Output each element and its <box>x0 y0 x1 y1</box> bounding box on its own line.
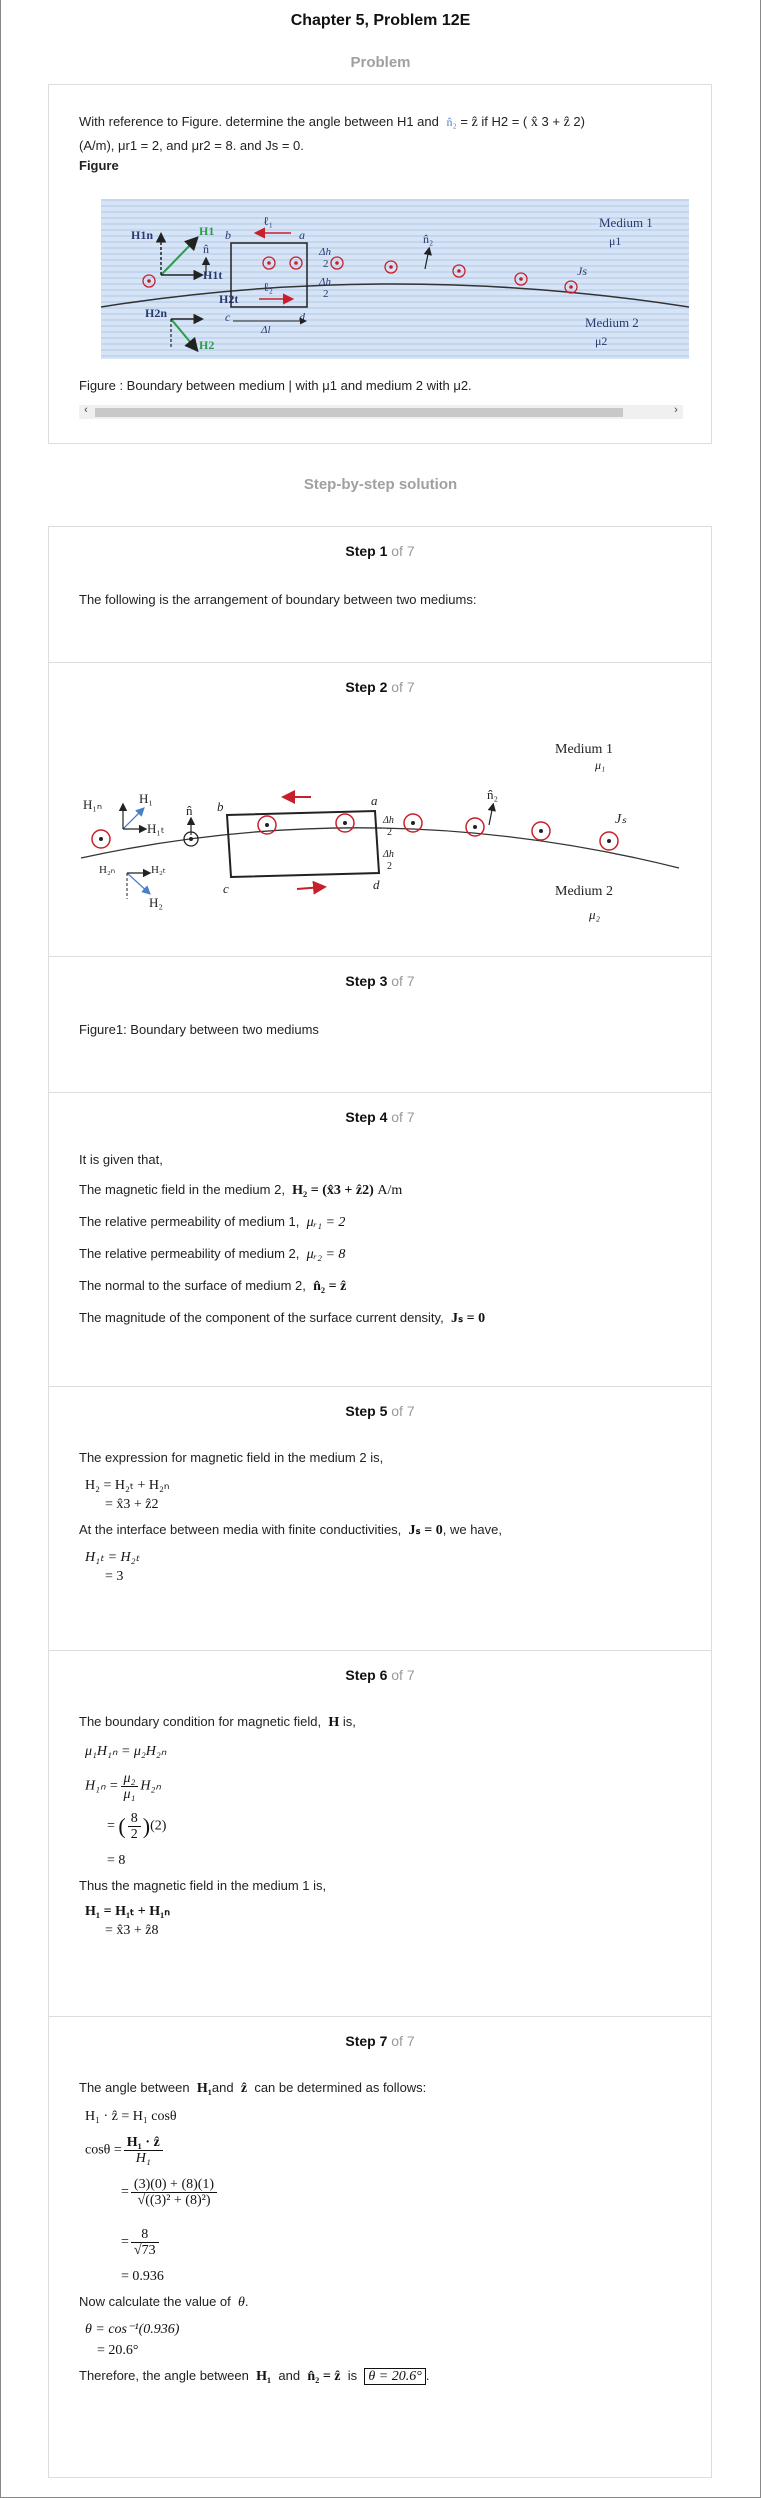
step-6-eq6: = x̂3 + ẑ8 <box>105 1923 159 1938</box>
fig1-H1: H1 <box>199 224 215 238</box>
horizontal-scrollbar[interactable] <box>79 405 683 419</box>
fig2-a: a <box>371 793 378 808</box>
step-7-therefore: Therefore, the angle between H₁ and n̂₂ = ẑ is θ = 20.6° . <box>79 2368 430 2384</box>
step-7-eq4: = $\frac{8}{√73}$ <box>121 2227 161 2258</box>
figure-caption: Figure : Boundary between medium | with μ1 and medium 2 with μ2. <box>79 378 472 393</box>
fig1-dl: Δl <box>261 324 271 336</box>
step-7-intro: The angle between H₁and ẑ can be determined as follows: <box>79 2080 427 2096</box>
fig1-two2: 2 <box>323 288 329 300</box>
fig2-n: n̂ <box>186 803 193 818</box>
step-6-thus: Thus the magnetic field in the medium 1 is, <box>79 1878 327 1893</box>
step-4-line-4: The normal to the surface of medium 2, n̂₂ = ẑ <box>79 1278 347 1294</box>
fig2-n2: n̂₂ <box>487 787 499 802</box>
step-4-line-2: The relative permeability of medium 1, μᵣ₁ = 2 <box>79 1214 346 1230</box>
step-6-intro: The boundary condition for magnetic field, H is, <box>79 1714 356 1730</box>
step-1-header: Step 1 of 7 <box>345 543 415 559</box>
fig1-n2: n̂₂ <box>423 232 434 246</box>
step-5 <box>48 1386 712 1650</box>
fig2-dh2: Δh <box>383 849 394 860</box>
step-6-eq1: μ₁H₁ₙ = μ₂H₂ₙ <box>85 1744 167 1759</box>
problem-heading: Problem <box>350 54 411 71</box>
scroll-right-icon[interactable]: › <box>674 404 678 416</box>
fig2-H2n: H₂ₙ <box>99 864 116 876</box>
step-2-header: Step 2 of 7 <box>345 679 415 695</box>
page-title: Chapter 5, Problem 12E <box>290 12 471 29</box>
fig2-c: c <box>223 881 229 896</box>
step-5-eq3: H₁ₜ = H₂ₜ <box>85 1550 140 1565</box>
fig1-n: n̂ <box>203 242 209 256</box>
problem-figure <box>101 199 689 359</box>
step-6-eq4: = 8 <box>107 1853 126 1868</box>
step-5-eq4: = 3 <box>105 1569 124 1584</box>
fig1-H2t: H2t <box>219 292 239 306</box>
fig1-H2n: H2n <box>145 306 168 320</box>
fig1-b: b <box>225 228 231 242</box>
fig1-d: d <box>299 310 305 324</box>
fig2-H1t: H₁ₜ <box>147 821 165 836</box>
step-3-text: Figure1: Boundary between two mediums <box>79 1022 319 1037</box>
fig2-b: b <box>217 799 224 814</box>
step-1-text: The following is the arrangement of boundary between two mediums: <box>79 592 477 607</box>
final-answer: θ = 20.6° <box>364 2368 425 2385</box>
step-2-figure <box>79 723 689 943</box>
step-5-header: Step 5 of 7 <box>345 1403 415 1419</box>
fig1-H2: H2 <box>199 338 215 352</box>
scrollbar-thumb[interactable] <box>95 408 623 417</box>
fig1-a: a <box>299 228 305 242</box>
fig2-two1: 2 <box>387 827 392 838</box>
fig2-medium1: Medium 1 <box>555 742 613 757</box>
step-4-header: Step 4 of 7 <box>345 1109 415 1125</box>
fig2-Js: Jₛ <box>615 812 627 827</box>
fig1-medium2: Medium 2 <box>585 315 639 330</box>
problem-text-line1: With reference to Figure. determine the angle between H1 and n̂₂ = ẑ if H2 = ( x̂ 3 + ẑ 2) <box>79 114 585 130</box>
step-4-line-1: The magnetic field in the medium 2, H₂ = (x̂3 + ẑ2) A/m <box>79 1182 403 1198</box>
fig1-Js: Js <box>577 264 587 278</box>
fig2-H1n: H₁ₙ <box>83 797 103 812</box>
fig1-dh1: Δh <box>319 246 331 258</box>
fig2-mu1: μ₁ <box>595 758 606 772</box>
scroll-left-icon[interactable]: ‹ <box>84 404 88 416</box>
step-6-header: Step 6 of 7 <box>345 1667 415 1683</box>
step-6 <box>48 1650 712 2016</box>
fig1-dh2: Δh <box>319 276 331 288</box>
step-7-eq3: = $\frac{(3)(0) + (8)(1)}{\text{√((3)² + (8)²)}}$ <box>121 2177 219 2208</box>
fig1-H1n: H1n <box>131 228 154 242</box>
step-4-line-3: The relative permeability of medium 2, μᵣ₂ = 8 <box>79 1246 346 1262</box>
step-1 <box>48 526 712 662</box>
fig2-medium2: Medium 2 <box>555 884 613 899</box>
fig2-dh1: Δh <box>383 815 394 826</box>
step-5-eq1: H₂ = H₂ₜ + H₂ₙ <box>85 1478 170 1493</box>
step-7-eq6: θ = cos⁻¹(0.936) <box>85 2322 180 2337</box>
figure-label: Figure <box>79 158 119 173</box>
step-5-eq2: = x̂3 + ẑ2 <box>105 1497 159 1512</box>
fig2-H2t: H₂ₜ <box>151 864 167 876</box>
step-6-eq3: = ( $\frac{8}{2}$ )(2) <box>107 1811 167 1842</box>
fig2-two2: 2 <box>387 861 392 872</box>
fig2-d: d <box>373 877 380 892</box>
step-6-eq2: H₁ₙ = $\frac{\text{μ₂}}{\text{μ₁}}$ H₂ₙ <box>85 1771 161 1802</box>
step-4 <box>48 1092 712 1386</box>
step-4-line-0: It is given that, <box>79 1152 163 1167</box>
step-7-header: Step 7 of 7 <box>345 2033 415 2049</box>
fig1-H1t: H1t <box>203 268 223 282</box>
step-2 <box>48 662 712 956</box>
fig1-c: c <box>225 310 231 324</box>
step-7-calc: Now calculate the value of θ. <box>79 2294 249 2310</box>
fig2-H2: H₂ <box>149 895 163 910</box>
fig1-mu2: μ2 <box>595 334 608 348</box>
step-7-eq7: = 20.6° <box>97 2343 139 2358</box>
step-6-eq5: H₁ = H₁ₜ + H₁ₙ <box>85 1904 170 1919</box>
problem-card <box>48 84 712 444</box>
step-3-header: Step 3 of 7 <box>345 973 415 989</box>
step-4-line-5: The magnitude of the component of the surface current density, Jₛ = 0 <box>79 1310 486 1326</box>
fig2-H1: H₁ <box>139 791 153 806</box>
step-5-interface: At the interface between media with finite conductivities, Jₛ = 0, we have, <box>79 1522 502 1538</box>
fig1-mu1: μ1 <box>609 234 622 248</box>
step-7-eq2: cosθ = $\frac{\text{H₁ · ẑ}}{\text{H₁}}$ <box>85 2135 165 2166</box>
solution-heading: Step-by-step solution <box>303 476 458 493</box>
step-5-intro: The expression for magnetic field in the medium 2 is, <box>79 1450 384 1465</box>
fig1-l1: ℓ₁ <box>263 214 273 228</box>
fig2-mu2: μ₂ <box>589 907 601 922</box>
fig1-two1: 2 <box>323 258 329 270</box>
step-7 <box>48 2016 712 2478</box>
fig1-medium1: Medium 1 <box>599 215 653 230</box>
problem-text-line2: (A/m), μr1 = 2, and μr2 = 8. and Js = 0. <box>79 138 304 153</box>
step-3 <box>48 956 712 1092</box>
step-7-eq1: H₁ · ẑ = H₁ cosθ <box>85 2109 177 2124</box>
fig1-l2: ℓ₂ <box>263 280 273 294</box>
step-7-eq5: = 0.936 <box>121 2269 164 2284</box>
